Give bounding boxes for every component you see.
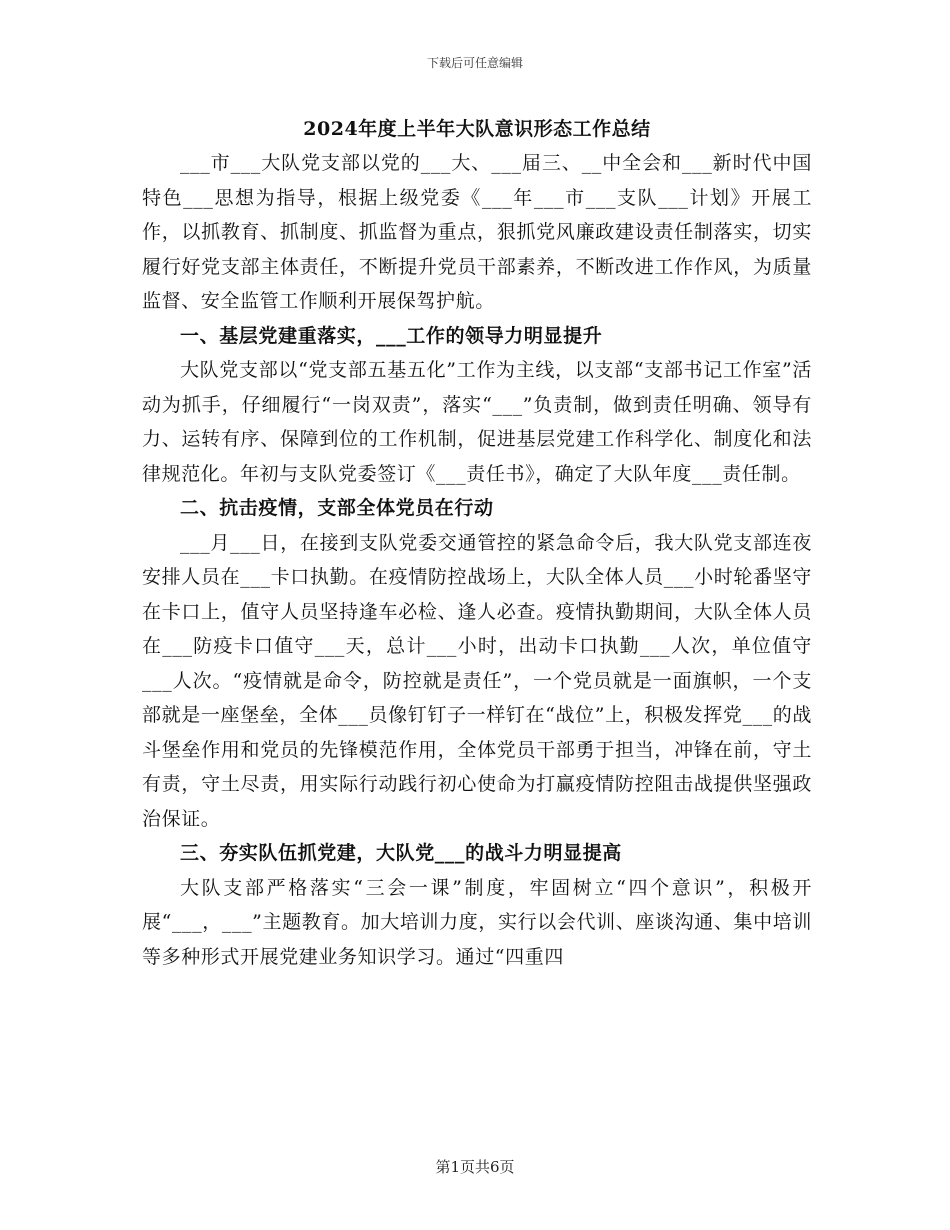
- section-3-body: 大队支部严格落实“三会一课”制度，牢固树立“四个意识”，积极开展“___，___”主题教育。加大培训力度，实行以会代训、座谈沟通、集中培训等多种形式开展党建业务知识学习。通过“四重四: [142, 876, 812, 968]
- intro-paragraph: ___市___大队党支部以党的___大、___届三、__中全会和___新时代中国特色___思想为指导，根据上级党委《___年___市___支队___计划》开展工作，以抓教育、抓制度、抓监督为重点，狠抓党风廉政建设责任制落实，切实履行好党支部主体责任，不断提升党员干部素养，不断改进工作作风，为质量监督、安全监管工作顺利开展保驾护航。: [142, 152, 812, 312]
- section-2-heading: 二、抗击疫情，支部全体党员在行动: [180, 497, 494, 519]
- download-note: 下载后可任意编辑: [426, 56, 523, 70]
- page-indicator: 第1页共6页: [435, 1158, 515, 1176]
- section-2-body: ___月___日，在接到支队党委交通管控的紧急命令后，我大队党支部连夜安排人员在___卡口执勤。在疫情防控战场上，大队全体人员___小时轮番坚守在卡口上，值守人员坚持逢车必检、逢人必查。疫情执勤期间，大队全体人员在___防疫卡口值守___天，总计___小时，出动卡口执勤___人次，单位值守___人次。“疫情就是命令，防控就是责任”，一个党员就是一面旗帜，一个支部就是一座堡垒，全体___员像钉钉子一样钉在“战位”上，积极发挥党___的战斗堡垒作用和党员的先锋模范作用，全体党员干部勇于担当，冲锋在前，守土有责，守土尽责，用实际行动践行初心使命为打赢疫情防控阻击战提供坚强政治保证。: [142, 531, 812, 830]
- section-3-heading: 三、夯实队伍抓党建，大队党___的战斗力明显提高: [180, 842, 622, 864]
- section-1-body: 大队党支部以“党支部五基五化”工作为主线，以支部“支部书记工作室”活动为抓手，仔细履行“一岗双责”，落实“___”负责制，做到责任明确、领导有力、运转有序、保障到位的工作机制，促进基层党建工作科学化、制度化和法律规范化。年初与支队党委签订《___责任书》，确定了大队年度___责任制。: [142, 359, 812, 485]
- document-body: [142, 112, 812, 974]
- document-title: 2024年度上半年大队意识形态工作总结: [303, 118, 651, 140]
- section-1-heading: 一、基层党建重落实，___工作的领导力明显提升: [180, 324, 603, 347]
